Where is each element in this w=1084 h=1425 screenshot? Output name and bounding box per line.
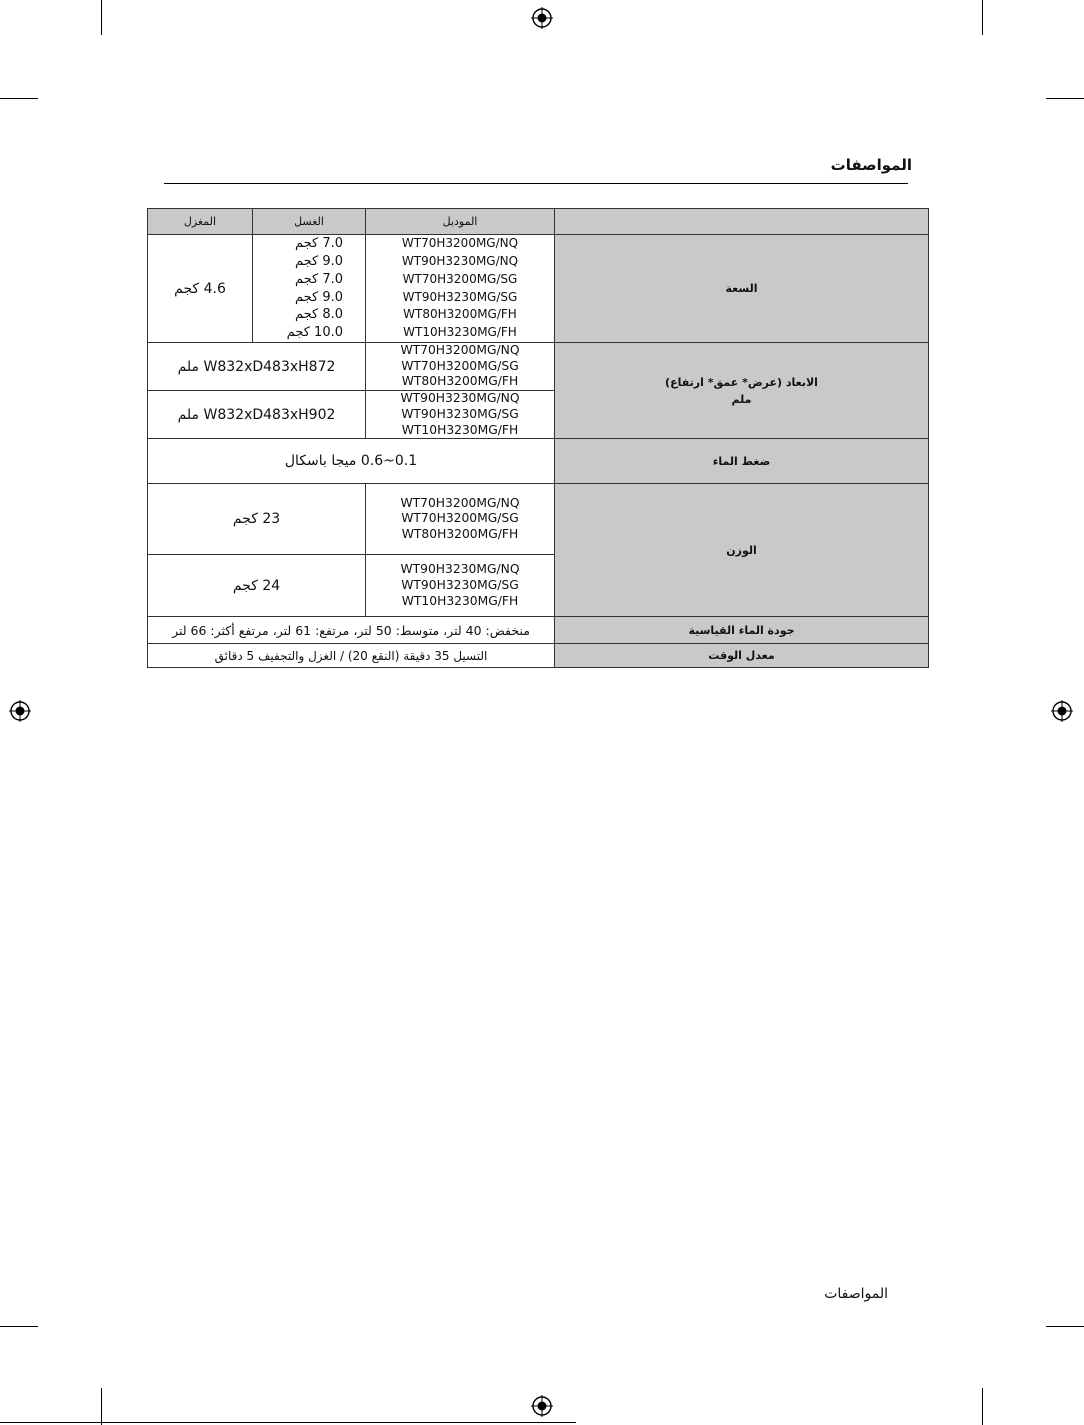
weight-model: WT70H3200MG/NQ	[400, 495, 520, 510]
header-spin: المغزل	[148, 209, 253, 235]
capacity-model-2: WT90H3230MG/NQ	[401, 253, 519, 268]
table-row-water-level	[148, 617, 929, 644]
header-model: الموديل	[366, 209, 555, 235]
dimensions-model: WT90H3230MG/NQ	[400, 391, 520, 406]
water-level-label: جودة الماء القياسية	[555, 617, 929, 644]
water-pressure-value: 0.1~0.6 ميجا باسكال	[148, 439, 555, 484]
weight-model: WT10H3230MG/FH	[401, 593, 519, 608]
capacity-model-5: WT80H3200MG/FH	[403, 307, 517, 322]
weight-models-2	[366, 555, 555, 617]
weight-model: WT70H3200MG/SG	[401, 511, 519, 526]
water-level-value: منخفض: 40 لتر، متوسط: 50 لتر، مرتفع: 61 لتر، مرتفع أكثر: 66 لتر	[148, 617, 555, 644]
crop-mark	[101, 1388, 102, 1425]
weight-models-1	[366, 484, 555, 555]
header-empty	[555, 209, 929, 235]
capacity-model-list	[366, 235, 555, 343]
crop-mark	[1046, 1326, 1084, 1327]
capacity-model-4: WT90H3230MG/SG	[402, 289, 518, 304]
dimensions-label-line2: ملم	[731, 392, 752, 406]
registration-mark-icon	[531, 1395, 553, 1417]
capacity-wash-4: 9.0 كجم	[294, 289, 343, 305]
table-row-time	[148, 644, 929, 668]
weight-label: الوزن	[555, 484, 929, 617]
dimensions-model: WT80H3200MG/FH	[401, 374, 519, 389]
water-pressure-label: ضغط الماء	[555, 439, 929, 484]
table-row-water-pressure	[148, 439, 929, 484]
capacity-wash-3: 7.0 كجم	[294, 271, 343, 287]
weight-model: WT90H3230MG/SG	[401, 577, 519, 592]
registration-mark-icon	[9, 700, 31, 722]
weight-model: WT80H3200MG/FH	[401, 527, 519, 542]
weight-value-1: 23 كجم	[148, 484, 366, 555]
page-title: المواصفات	[830, 156, 912, 174]
bottom-rule	[0, 1422, 576, 1423]
crop-mark	[0, 1326, 38, 1327]
capacity-label: السعة	[555, 235, 929, 343]
dimensions-model: WT70H3200MG/SG	[401, 358, 519, 373]
capacity-wash-1: 7.0 كجم	[294, 236, 343, 252]
capacity-wash-5: 8.0 كجم	[294, 307, 343, 323]
specifications-table	[147, 208, 929, 668]
crop-mark	[101, 0, 102, 35]
dimensions-model: WT90H3230MG/SG	[401, 406, 519, 421]
time-value: التسيل 35 دقيقة (النقع 20) / الغزل والتجفيف 5 دقائق	[148, 644, 555, 668]
table-row-capacity	[148, 235, 929, 343]
table-row-dimensions-1	[148, 343, 929, 391]
crop-mark	[0, 98, 38, 99]
dimensions-label	[555, 343, 929, 439]
time-label: معدل الوقت	[555, 644, 929, 668]
weight-model: WT90H3230MG/NQ	[400, 562, 520, 577]
table-row-weight-1	[148, 484, 929, 555]
dimensions-models-2	[366, 391, 555, 439]
footer-section-label: المواصفات	[824, 1286, 888, 1302]
dimensions-model: WT10H3230MG/FH	[401, 422, 519, 437]
title-rule	[164, 183, 908, 184]
dimensions-value-1: W832xD483xH872 ملم	[148, 343, 366, 391]
crop-mark	[982, 1388, 983, 1425]
capacity-wash-6: 10.0 كجم	[286, 325, 343, 341]
dimensions-label-line1: الابعاد (عرض* عمق* ارتفاع)	[665, 375, 818, 389]
capacity-model-1: WT70H3200MG/NQ	[401, 236, 519, 251]
crop-mark	[982, 0, 983, 35]
dimensions-models-1	[366, 343, 555, 391]
weight-value-2: 24 كجم	[148, 555, 366, 617]
dimensions-model: WT70H3200MG/NQ	[400, 343, 520, 357]
capacity-spin: 4.6 كجم	[148, 235, 253, 343]
capacity-wash-list	[253, 235, 366, 343]
capacity-model-6: WT10H3230MG/FH	[403, 325, 517, 340]
table-header-row	[148, 209, 929, 235]
registration-mark-icon	[1051, 700, 1073, 722]
capacity-model-3: WT70H3200MG/SG	[402, 271, 518, 286]
crop-mark	[1046, 98, 1084, 99]
dimensions-value-2: W832xD483xH902 ملم	[148, 391, 366, 439]
header-wash: الغسل	[253, 209, 366, 235]
registration-mark-icon	[531, 7, 553, 29]
capacity-wash-2: 9.0 كجم	[294, 253, 343, 269]
